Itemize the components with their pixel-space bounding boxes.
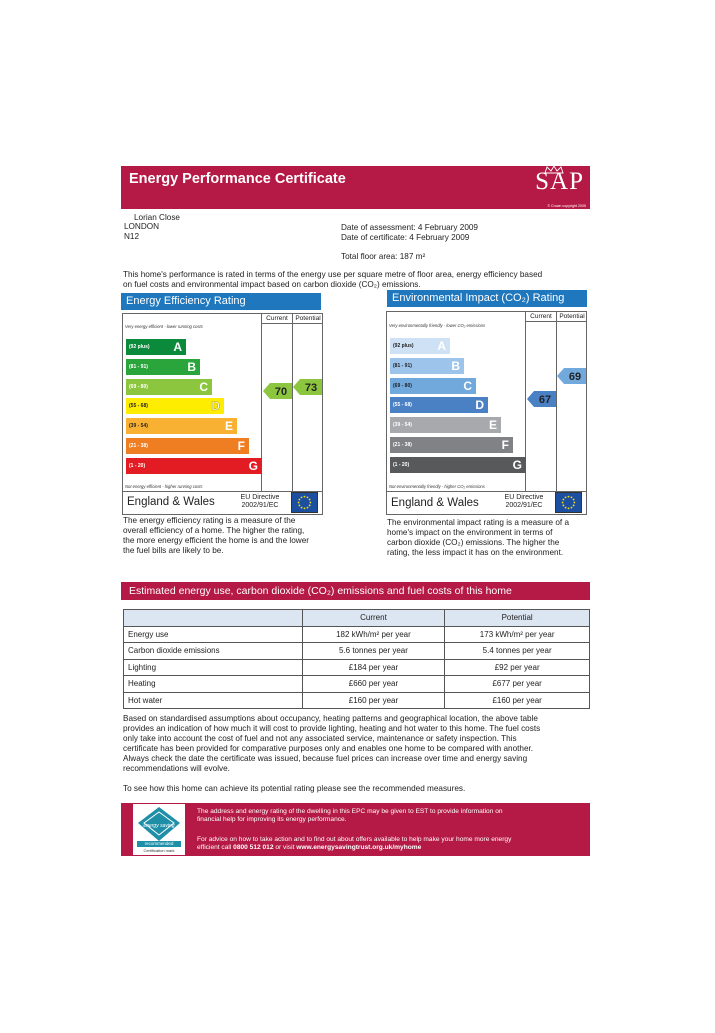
intro-line-2: on fuel costs and environmental impact based on carbon dioxide (CO₂) emissions. [123,280,421,289]
logo-recommended: recommended [137,841,181,847]
row-label: Heating [124,676,303,693]
intro-text [123,270,593,290]
row-potential: £677 per year [445,676,590,693]
energy-efficiency-chart [122,313,323,515]
rating-band-f [390,437,513,453]
environmental-desc-line: The environmental impact rating is a measure of a [387,518,570,527]
logo-caption: Certification mark [143,848,175,853]
rating-band-d [390,397,488,413]
band-letter: C [199,379,208,394]
band-letter: E [224,419,233,434]
rating-band-g [126,458,262,474]
environmental-eu-directive [499,494,549,510]
environmental-current-header: Current [525,312,556,322]
band-letter: B [451,358,460,373]
band-letter: G [248,458,258,473]
costs-note-line: provides an indication of how much it will cost to provide lighting, heating and hot water to this home. The fuel costs [123,724,541,733]
eu-flag-icon [555,492,582,513]
rating-arrow [263,383,292,399]
est-visit-text: or visit [273,844,297,851]
environmental-potential-header: Potential [556,312,587,322]
environmental-desc-line: rating, the less impact it has on the environment. [387,548,564,557]
row-current: £184 per year [302,659,445,676]
rating-arrow [557,368,586,384]
energy-saving-logo [133,804,185,855]
date-of-certificate: Date of certificate: 4 February 2009 [341,233,470,242]
date-of-assessment: Date of assessment: 4 February 2009 [341,223,478,232]
costs-note-line: certificate has been provided for comparative purposes only and enables one home to be compared with another. [123,744,534,753]
row-label: Lighting [124,659,303,676]
rating-band-e [126,418,237,434]
est-call-text: efficient call [197,844,234,851]
est-footer-text-1 [197,808,503,824]
rating-band-b [390,358,464,374]
environmental-description [387,518,569,558]
band-range: (81 - 91) [129,363,148,370]
row-potential: £92 per year [445,659,590,676]
see-how-text: To see how this home can achieve its potential rating please see the recommended measures. [123,784,466,793]
environmental-top-note: Very environmentally friendly - lower CO₂ emissions [389,323,486,328]
eu-directive-line2: 2002/91/EC [505,502,543,509]
band-letter: E [488,418,497,433]
eu-directive-line2: 2002/91/EC [241,502,279,509]
est-contact-line [197,844,511,852]
band-letter: D [211,399,220,414]
band-letter: C [463,378,472,393]
environmental-desc-line: home's impact on the environment in terms of [387,528,553,537]
band-range: (55 - 68) [129,403,148,410]
est-url-link[interactable]: www.energysavingtrust.org.uk/myhome [296,844,422,851]
costs-note-line: only take into account the cost of fuel and not any associated service, maintenance or safety inspection. This [123,734,517,743]
row-potential: 5.4 tonnes per year [445,643,590,660]
energy-saving-recommended-icon [137,806,181,842]
table-header-current: Current [302,610,445,627]
rating-band-c [126,379,212,395]
divider [292,323,293,492]
efficiency-desc-line: the fuel bills are likely to be. [123,546,224,555]
efficiency-top-note: Very energy efficient - lower running costs [125,324,203,329]
sap-logo: SAP [535,168,584,195]
band-letter: F [501,438,509,452]
address-postcode: N12 [124,232,140,241]
row-current: £160 per year [302,692,445,709]
efficiency-england-wales: England & Wales [127,496,215,508]
efficiency-heading: Energy Efficiency Rating [121,293,321,310]
intro-line-1: This home's performance is rated in terms of the energy use per square metre of floor area, energy efficiency based [123,270,543,279]
row-potential: 173 kWh/m² per year [445,626,590,643]
est-line: financial help for improving its energy performance. [197,816,347,823]
rating-arrow [527,391,556,407]
band-range: (39 - 54) [393,422,412,429]
row-label: Energy use [124,626,303,643]
band-range: (1 - 20) [129,462,146,469]
band-range: (21 - 38) [393,442,412,448]
rating-value: 67 [538,394,552,407]
rating-band-e [390,417,501,433]
table-header-row [124,610,590,627]
rating-value: 73 [304,381,318,394]
logo-text: energy saving [143,823,175,829]
table-row [124,643,590,660]
address-line-1: Lorian Close [134,213,180,222]
efficiency-current-header: Current [261,314,292,324]
est-line: The address and energy rating of the dwelling in this EPC may be given to EST to provide information on [197,808,503,815]
address-line-2: LONDON [124,222,160,231]
est-phone: 0800 512 012 [233,844,274,851]
band-range: (1 - 20) [393,461,410,468]
rating-arrow [293,379,322,395]
band-range: (69 - 80) [129,383,148,390]
table-header-potential: Potential [445,610,590,627]
table-row [124,626,590,643]
rating-band-b [126,359,200,375]
costs-heading: Estimated energy use, carbon dioxide (CO₂) emissions and fuel costs of this home [121,582,590,600]
efficiency-eu-directive [235,494,285,510]
costs-note-line: Always check the date the certificate was issued, because fuel prices can increase over time and energy saving [123,754,528,763]
band-letter: G [512,457,522,472]
band-letter: A [437,339,446,353]
rating-band-c [390,378,476,394]
row-current: £660 per year [302,676,445,693]
rating-value: 69 [568,370,582,383]
environmental-bottom-note: Not environmentally friendly - higher CO₂ emissions [389,484,485,489]
rating-band-a [390,338,450,354]
environmental-england-wales: England & Wales [391,497,479,509]
environmental-desc-line: carbon dioxide (CO₂) emissions. The higher the [387,538,560,547]
rating-value: 70 [274,385,288,398]
environmental-heading: Environmental Impact (CO₂) Rating [387,290,587,307]
rating-band-d [126,398,224,414]
band-letter: D [475,398,484,413]
row-current: 5.6 tonnes per year [302,643,445,660]
efficiency-bottom-note: Not energy efficient - higher running costs [125,484,203,489]
copyright-note: © Crown copyright 2005 [547,204,586,208]
table-row [124,659,590,676]
table-row [124,676,590,693]
costs-table [123,609,590,709]
band-range: (81 - 91) [393,362,412,369]
efficiency-desc-line: overall efficiency of a home. The higher the rating, [123,526,305,535]
row-label: Carbon dioxide emissions [124,643,303,660]
certificate-title: Energy Performance Certificate [129,171,346,187]
est-line: For advice on how to take action and to find out about offers available to help make your home more energy [197,836,512,843]
efficiency-description [123,516,309,556]
divider [556,321,557,492]
eu-flag-icon [291,492,318,513]
rating-band-a [126,339,186,355]
band-range: (21 - 38) [129,443,148,449]
efficiency-potential-header: Potential [292,314,323,324]
band-letter: A [173,340,182,354]
rating-band-f [126,438,249,454]
band-range: (55 - 68) [393,402,412,409]
eu-directive-line1: EU Directive [504,494,544,501]
efficiency-desc-line: The energy efficiency rating is a measure of the [123,516,296,525]
eu-directive-line1: EU Directive [240,494,280,501]
est-footer-text-2 [197,836,511,852]
efficiency-desc-line: the more energy efficient the home is and the lower [123,536,309,545]
band-range: (92 plus) [393,343,414,349]
certificate-header [121,166,590,209]
costs-notes [123,714,593,774]
environmental-impact-chart [386,311,587,515]
band-range: (39 - 54) [129,423,148,430]
costs-note-line: recommendations will evolve. [123,764,230,773]
table-row [124,692,590,709]
band-range: (69 - 80) [393,382,412,389]
band-letter: F [237,439,245,453]
row-potential: £160 per year [445,692,590,709]
band-range: (92 plus) [129,344,150,350]
row-label: Hot water [124,692,303,709]
table-header-empty [124,610,303,627]
costs-note-line: Based on standardised assumptions about occupancy, heating patterns and geographical location, the above table [123,714,538,723]
est-footer [121,803,590,856]
row-current: 182 kWh/m² per year [302,626,445,643]
total-floor-area: Total floor area: 187 m² [341,252,426,261]
rating-band-g [390,457,526,473]
band-letter: B [187,359,196,374]
